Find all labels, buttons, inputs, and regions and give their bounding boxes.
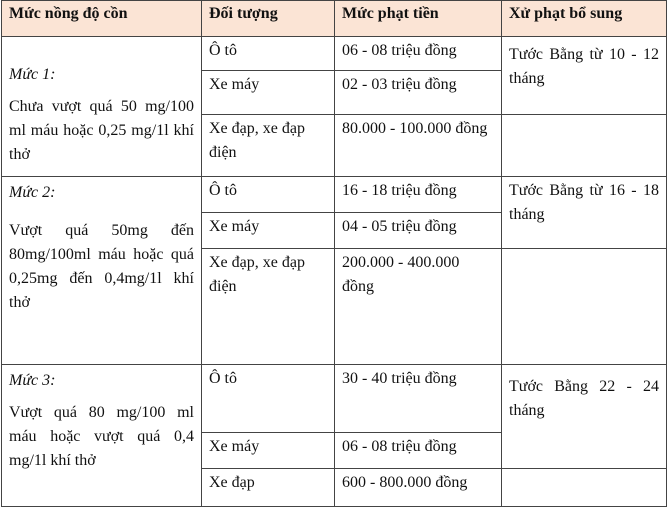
- subject-cell: Ô tô: [202, 364, 335, 432]
- subject-cell: Xe máy: [202, 432, 335, 468]
- level-3-description: Vượt quá 80 mg/100 ml máu hoặc vượt quá 0,4 mg/1l khí thở: [9, 403, 194, 469]
- extra-empty-cell: [502, 115, 667, 177]
- fine-cell: 80.000 - 100.000 đồng: [335, 115, 502, 177]
- extra-2-text: Tước Bằng từ 16 - 18 tháng: [509, 182, 659, 224]
- extra-3-cell: [502, 364, 667, 468]
- level-1-cell: [2, 37, 202, 177]
- header-fine: Mức phạt tiền: [335, 1, 502, 37]
- level-2-cell: [2, 177, 202, 364]
- level-3-cell: [2, 364, 202, 506]
- table-row: [2, 364, 667, 432]
- header-subject: Đối tượng: [202, 1, 335, 37]
- fine-cell: 02 - 03 triệu đồng: [335, 71, 502, 115]
- fine-cell: 200.000 - 400.000 đồng: [335, 249, 502, 364]
- table-row: [2, 37, 667, 71]
- extra-1-cell: [502, 37, 667, 115]
- subject-cell: Xe máy: [202, 213, 335, 249]
- level-2-name: Mức 2:: [9, 184, 56, 202]
- subject-cell: Ô tô: [202, 177, 335, 213]
- fine-cell: 04 - 05 triệu đồng: [335, 213, 502, 249]
- subject-cell: Xe đạp, xe đạp điện: [202, 115, 335, 177]
- header-row: [2, 1, 667, 37]
- subject-cell: Xe đạp: [202, 468, 335, 506]
- fine-cell: 16 - 18 triệu đồng: [335, 177, 502, 213]
- level-2-description: Vượt quá 50mg đến 80mg/100ml máu hoặc quá 0,25mg đến 0,4mg/1l khí thở: [9, 222, 194, 312]
- fine-cell: 600 - 800.000 đồng: [335, 468, 502, 506]
- level-1-name: Mức 1:: [9, 66, 56, 84]
- fine-cell: 30 - 40 triệu đồng: [335, 364, 502, 432]
- extra-1-text: Tước Bằng từ 10 - 12 tháng: [509, 46, 659, 88]
- extra-empty-cell: [502, 249, 667, 364]
- header-level: Mức nồng độ cồn: [2, 1, 202, 37]
- extra-3-text: Tước Bằng 22 - 24 tháng: [509, 377, 659, 419]
- subject-cell: Ô tô: [202, 37, 335, 71]
- table-row: [2, 177, 667, 213]
- header-extra: Xử phạt bổ sung: [502, 1, 667, 37]
- subject-cell: Xe máy: [202, 71, 335, 115]
- extra-empty-cell: [502, 468, 667, 506]
- level-1-description: Chưa vượt quá 50 mg/100 ml máu hoặc 0,25 mg/1l khí thở: [9, 98, 194, 164]
- fine-cell: 06 - 08 triệu đồng: [335, 37, 502, 71]
- extra-2-cell: [502, 177, 667, 249]
- subject-cell: Xe đạp, xe đạp điện: [202, 249, 335, 364]
- level-3-name: Mức 3:: [9, 371, 56, 389]
- fine-cell: 06 - 08 triệu đồng: [335, 432, 502, 468]
- alcohol-fines-table: [1, 0, 667, 507]
